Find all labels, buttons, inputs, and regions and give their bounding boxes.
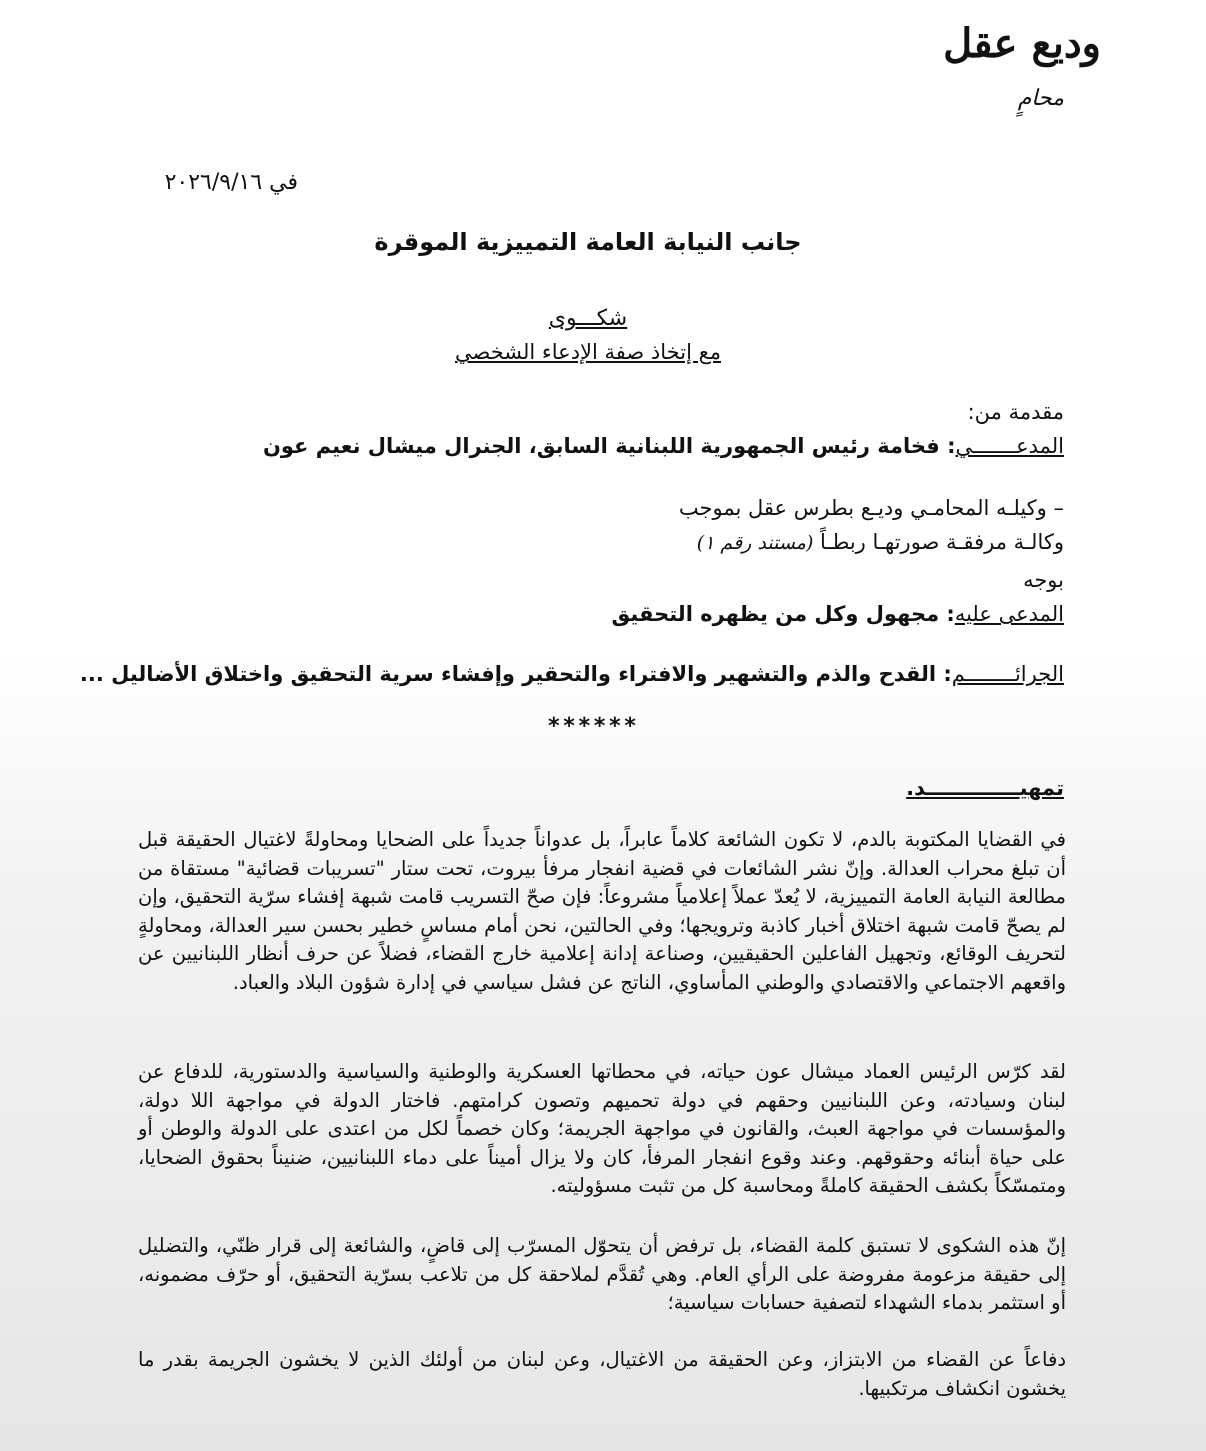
document-date: في ٢٠٢٦/٩/١٦ (164, 170, 298, 195)
crimes-label: الجرائــــــــم (951, 662, 1064, 686)
plaintiff-value: : فخامة رئيس الجمهورية اللبنانية السابق، الجنرال ميشال نعيم عون (262, 434, 956, 458)
body-paragraph: إنّ هذه الشكوى لا تستبق كلمة القضاء، بل ترفض أن يتحوّل المسرّب إلى قاضٍ، والشائعة إلى قرار ظنّي، والتضليل إلى حقيقة مزعومة مفروضة على الرأي العام. وهي تُقدَّم لملاحقة كل من تلاعب بسرّية التحقيق، أو حرّف مضمونه، أو استثمر بدماء الشهداء لتصفية حسابات سياسية؛ (138, 1234, 1066, 1315)
agent-line-1: – وكيلـه المحامـي وديـع بطرس عقل بموجب (678, 496, 1064, 520)
body-paragraph: لقد كرّس الرئيس العماد ميشال عون حياته، في محطاتها العسكرية والوطنية والسياسية والدستورية، للدفاع عن لبنان وسيادته، وعن اللبنانيين وحقهم في دولة تحميهم وتصون كرامتهم. فاختار الدولة في مواجهة اللا دولة، والمؤسسات في مواجهة العبث، والقانون في مواجهة الجريمة؛ وكان خصماً لكل من اعتدى على الدولة والوطن أو على حياة أبنائه وحقوقهم. وعند وقوع انفجار المرفأ، كان ولا يزال أميناً على دماء اللبنانيين، ضنيناً بحقوق الضحايا، ومتمسّكاً بكشف الحقيقة كاملةً ومحاسبة كل من تثبت مسؤوليته. (138, 1060, 1066, 1198)
defendant-value: : مجهول وكل من يظهره التحقيق (611, 602, 955, 626)
complaint-title (0, 306, 1206, 331)
section-separator (0, 714, 1206, 739)
agent-line-2-text: وكالـة مرفقـة صورتهـا ربطـاً (820, 530, 1064, 554)
addressee-text: جانب النيابة العامة التمييزية الموقرة (374, 228, 802, 256)
defendant-label: المدعى عليه (954, 602, 1064, 626)
against-label: بوجه (1023, 568, 1064, 592)
addressee-heading (0, 228, 1206, 256)
complaint-title-text: شكـــوى (548, 306, 628, 331)
complaint-subtitle-text: مع إتخاذ صفة الإدعاء الشخصي (454, 340, 722, 364)
letterhead-title: محامٍ (1017, 86, 1064, 111)
crimes-line (80, 662, 1064, 686)
defendant-line (611, 602, 1064, 626)
presented-by-label: مقدمة من: (967, 400, 1064, 424)
crimes-value: : القدح والذم والتشهير والافتراء والتحقير وإفشاء سرية التحقيق واختلاق الأضاليل ... (79, 662, 952, 686)
plaintiff-line (263, 434, 1064, 458)
body-paragraph: دفاعاً عن القضاء من الابتزاز، وعن الحقيقة من الاغتيال، وعن لبنان من أولئك الذين لا يخشون الجريمة بقدر ما يخشون انكشاف مرتكبيها. (138, 1348, 1066, 1400)
agent-line-2 (697, 530, 1064, 554)
body-paragraph: في القضايا المكتوبة بالدم، لا تكون الشائعة كلاماً عابراً، بل عدواناً جديداً على الضحايا ومحاولةً لاغتيال الحقيقة قبل أن تبلغ محراب العدالة. وإنّ نشر الشائعات في قضية انفجار مرفأ بيروت، تحت ستار "تسريبات قضائية" مستقاة من مطالعة النيابة العامة التمييزية، لا يُعدّ عملاً إعلامياً مشروعاً: فإن صحّ التسريب قامت شبهة إفشاء سرّية التحقيق، وإن لم يصحّ قامت شبهة اختلاق أخبار كاذبة وترويجها؛ وفي الحالتين، نحن أمام مساسٍ خطير بحسن سير العدالة، ومحاولةٍ لتحريف الوقائع، وتجهيل الفاعلين الحقيقيين، وصناعة إدانة إعلامية خارج القضاء، فضلاً عن حرف أنظار اللبنانيين عن واقعهم الاجتماعي والاقتصادي والوطني المأساوي، الناتج عن فشل سياسي في إدارة شؤون البلاد والعباد. (138, 828, 1066, 994)
preamble-heading: تمهيـــــــــــــد. (906, 776, 1064, 800)
complaint-subtitle (0, 340, 1206, 364)
separator-stars: ****** (547, 714, 639, 739)
agent-document-ref: (مستند رقم ١) (696, 532, 814, 554)
letterhead-name: وديع عقل (943, 20, 1101, 67)
plaintiff-label: المدعـــــــي (955, 434, 1064, 458)
